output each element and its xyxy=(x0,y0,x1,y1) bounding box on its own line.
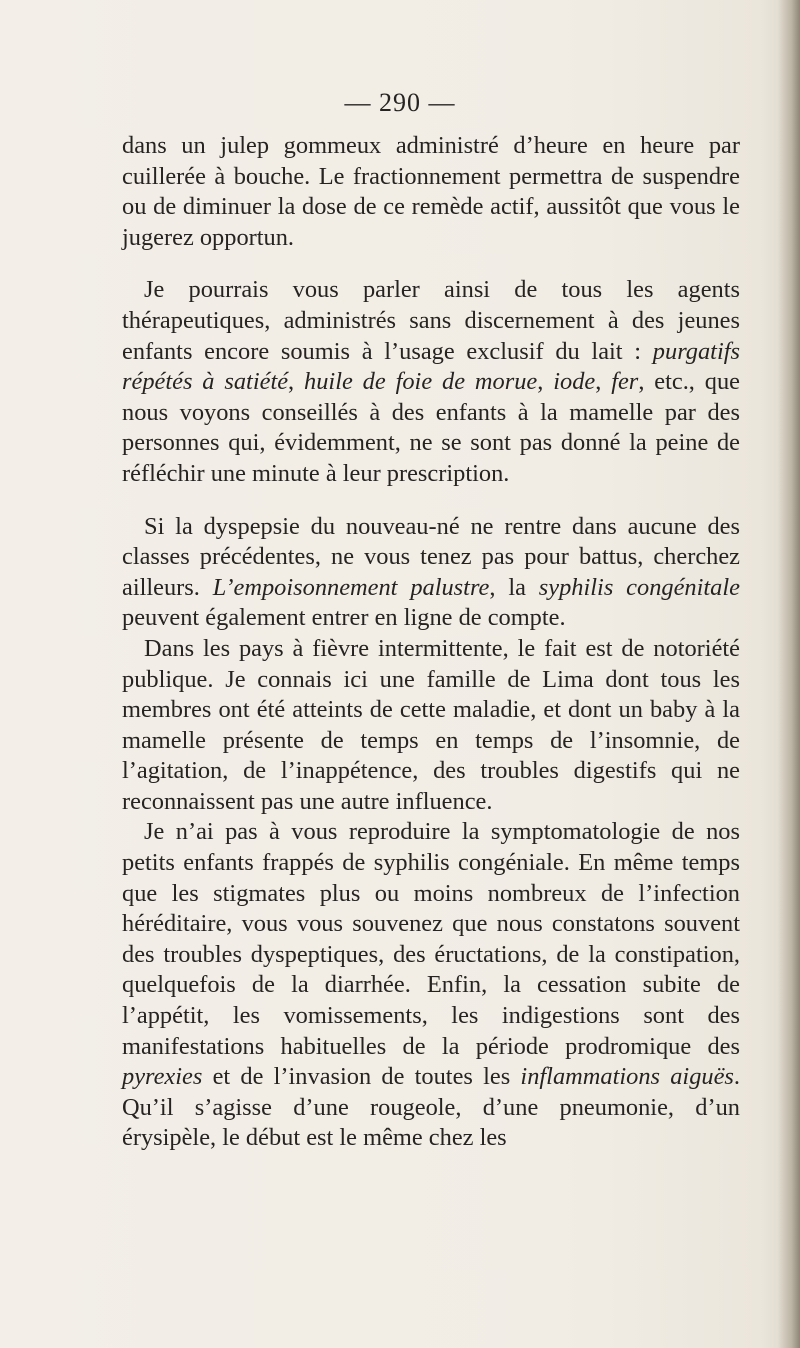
italic-term: pyrexies xyxy=(122,1063,203,1091)
paragraph-2 xyxy=(122,275,740,489)
italic-term: inflammations aiguës xyxy=(520,1063,734,1091)
page-number: — 290 — xyxy=(344,88,456,117)
italic-term: purgatifs répétés à satiété xyxy=(122,337,740,396)
italic-term: L’empoisonnement palustre xyxy=(212,573,490,601)
text-segment: et de l’invasion de toutes les xyxy=(202,1063,521,1091)
italic-term: fer xyxy=(611,368,639,396)
text-segment: , xyxy=(595,368,612,396)
paragraph-1 xyxy=(122,131,740,253)
text-segment: , etc., que nous voyons conseillés à des enfants à la mamelle par des personnes qui, évidemment, ne se sont pas donné la peine de réfléchir une minute à leur prescription. xyxy=(122,368,740,487)
text-segment: Si la dyspepsie du nouveau-né ne rentre dans aucune des classes précédentes, ne vous tenez pas pour battus, cherchez ailleurs. xyxy=(122,512,740,601)
text-segment: , xyxy=(537,368,554,396)
text-segment: peuvent également entrer en ligne de compte. xyxy=(122,604,566,632)
text-segment: , la xyxy=(489,573,539,601)
body-text xyxy=(122,131,740,1154)
italic-term: syphilis congénitale xyxy=(538,573,740,601)
page-edge-shadow xyxy=(778,0,800,1348)
paragraph-4 xyxy=(122,634,740,818)
text-segment: Je pourrais vous parler ainsi de tous les agents thérapeutiques, administrés sans discernement à des jeunes enfants encore soumis à l’usage exclusif du lait : xyxy=(122,276,740,365)
paragraph-5 xyxy=(122,817,740,1154)
paragraph-3 xyxy=(122,512,740,634)
text-segment: , xyxy=(288,368,305,396)
text-segment: dans un julep gommeux administré d’heure en heure par cuillerée à bouche. Le fractionnement permettra de suspendre ou de diminuer la dose de ce remède actif, aussitôt que vous le jugerez opportun. xyxy=(122,132,740,251)
text-segment: Je n’ai pas à vous reproduire la symptomatologie de nos petits enfants frappés de syphilis congéniale. En même temps que les stigmates plus ou moins nombreux de l’infection héréditaire, vous vous souvenez que nous constatons souvent des troubles dyspeptiques, des éructations, de la constipation, quelquefois de la diarrhée. Enfin, la cessation subite de l’appétit, les vomissements, les indigestions sont des manifestations habituelles de la période prodromique des xyxy=(122,818,740,1060)
italic-term: iode xyxy=(553,368,596,396)
italic-term: huile de foie de morue xyxy=(304,368,538,396)
text-segment: Dans les pays à fièvre intermittente, le fait est de notoriété publique. Je connais ici une famille de Lima dont tous les membres ont été atteints de cette maladie, et dont un baby à la mamelle présente de temps en temps de l’insomnie, de l’agitation, de l’inappétence, des troubles digestifs qui ne reconnaissent pas une autre influence. xyxy=(122,634,740,815)
text-segment: . Qu’il s’agisse d’une rougeole, d’une pneumonie, d’un érysipèle, le début est le même chez les xyxy=(122,1063,741,1152)
